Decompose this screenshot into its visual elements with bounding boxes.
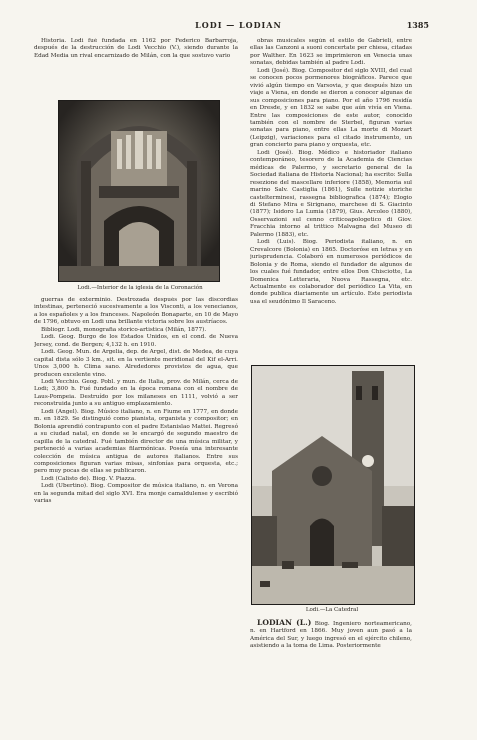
figure-caption: Lodi.—La Catedral <box>305 607 359 613</box>
church-interior-image <box>59 101 219 281</box>
paragraph: obras musicales según el estilo de Gabrieli, entre ellas las Canzoni a suoni concertate per chiesa, citadas por Walther. En 1623 se imprimieron en Venecia unas sonatas, debidas también al padre Lodi. <box>250 38 412 67</box>
paragraph: guerras de exterminio. Destrozada después por las discordias intestinas, perteneció sucesivamente a los Visconti, a los venecianos, a los españoles y a los franceses. Napoleón Bonaparte, en 10 de Mayo de 1796, obtuvo en Lodi una brillante victoria sobre los austríacos. <box>34 297 238 326</box>
right-column-top <box>250 38 412 363</box>
right-column-bottom <box>250 619 412 719</box>
paragraph <box>250 619 412 651</box>
left-column-top <box>34 38 238 98</box>
paragraph: Lodi. Geog. Burgo de los Estados Unidos, en el cond. de Nueva Jersey, cond. de Bergen; 4,132 h. en 1910. <box>34 334 238 348</box>
paragraph: Lodi (Luis). Biog. Periodista italiano, n. en Crevalcore (Bolonia) en 1865. Doctoróse en letras y en jurisprudencia. Colaboró en numerosos periódicos de Bolonia y de Roma, siendo el fundador de algunos de los cuales fué fundador, entre ellos Don Chisciotte, La Domenica Letteraria, Nuova Rassegna, etc. Actualmente es colaborador del periódico La Vita, en donde publica diariamente un artículo. Este periodista usa el seudónimo Il Saraceno. <box>250 239 412 305</box>
figure-caption: Lodi.—Interior de la iglesia de la Coronación <box>77 285 203 291</box>
paragraph: Lodi Vecchio. Geog. Pobl. y mun. de Italia, prov. de Milán, cerca de Lodi; 3,800 h. Fué fundado en la época romana con el nombre de Laus-Pompeia. Destruído por los milaneses en 1111, volvió a ser reconstruida junto a su antiguo emplazamiento. <box>34 378 238 408</box>
paragraph: Bibliogr. Lodi, monografia storico-artistica (Milán, 1877). <box>41 326 207 333</box>
paragraph: Lodi (Calisto de). Biog. V. Piazza. <box>41 475 136 482</box>
paragraph: Lodi (Angel). Biog. Músico italiano, n. en Fiume en 1777, en donde m. en 1829. Se distinguió como pianista, organista y compositor; en Bolonia aprendió contrapunto con el padre Estanislao Mattei. Regresó a su ciudad natal, en donde se le encargó de segundo maestro de capilla de la catedral. Fué también director de una música militar, y perteneció a varias academias filarmónicas. Poseía una interesante colección de música antigua de autores italianos. Entre sus composiciones figuran varias misas, sinfonías para orquesta, etc.; pero muy pocas de ellas se publicaron. <box>34 408 238 475</box>
page-number: 1385 <box>406 20 429 30</box>
entry-headword: LODIAN (L.) <box>257 619 312 627</box>
paragraph: Lodi (José). Biog. Compositor del siglo XVIII, del cual se conocen pocos pormenores biográficos. Parece que vivió algún tiempo en Varsovia, y que después hizo un viaje a Viena, en donde se dieron a conocer algunas de sus composiciones para piano. Por el año 1796 residía en Dresde, y en 1832 se sabe que aún vivía en Viena. Entre las composiciones de este autor, conocido también con el nombre de Sterbel, figuran varias sonatas para piano, entre ellas La morte di Mozart (Leipzig), variaciones para el citado instrumento, un gran concierto para piano y orquesta, etc. <box>250 67 412 149</box>
left-column-bottom <box>34 297 238 717</box>
entry-text: Biog. Ingeniero norteamericano, n. en Hartford en 1866. Muy joven aun pasó a la América del Sur, y luego ingresó en el ejército chileno, asistiendo a la toma de Lima. Posteriormente <box>250 621 412 650</box>
church-interior-engraving <box>58 100 220 282</box>
cathedral-photograph <box>251 365 415 605</box>
paragraph: Lodi (Ubertino). Biog. Compositor de música italiano, n. en Verona en la segunda mitad del siglo XVI. Era monje camaldulense y escribió varias <box>34 483 238 505</box>
paragraph: Historia. Lodi fué fundada en 1162 por Federico Barbarroja, después de la destrucción de Lodi Vecchio (V.), siendo durante la Edad Media un rival encarnizado de Milán, con la que sostuvo vario <box>34 38 238 59</box>
paragraph: Lodi. Geog. Mun. de Argelia, dep. de Argel, dist. de Medea, de cuya capital dista sólo 3 km., sit. en la vertiente meridional del Kif el-Arri. Unos 3,000 h. Clima sano. Alrededores provistos de agua, que producen excelente vino. <box>34 349 238 378</box>
cathedral-image <box>252 366 414 604</box>
page-header <box>0 20 477 34</box>
paragraph: Lodi (José). Biog. Médico e historiador italiano contemporáneo, tesorero de la Academia de Ciencias médicas de Palermo, y secretario general de la Sociedad italiana de Historia Nacional; ha escrito: Sulla resezione del mascellare inferiore (1858), Memoria sul marino Salv. Castiglia (1861), Sulle notizie storiche castelterminesi, rassegna bibliografica (1874); Elogio di Stefano Mira e Sirignano, marchese di S. Giacinto (1877); Isidoro La Lumia (1879), Gius. Arcoleo (1880), Osservazioni sul cenno criticoapologetico di Giov. Fracchia intorno al trittico Malvagna del Museo di Palermo (1883), etc. <box>250 149 412 238</box>
running-title: LODI — LODIAN <box>195 20 282 30</box>
